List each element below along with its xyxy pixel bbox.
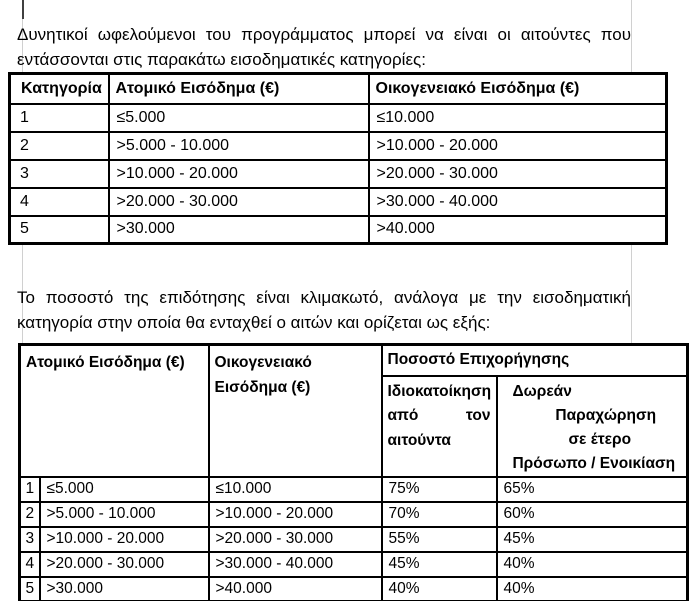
table-row <box>20 502 688 527</box>
cell-personal-income[interactable]: >30.000 <box>109 216 369 244</box>
cell-category[interactable]: 3 <box>20 527 40 552</box>
table-row <box>20 477 688 502</box>
cell-personal-income[interactable]: >10.000 - 20.000 <box>109 160 369 188</box>
table-row <box>10 188 667 216</box>
table-row <box>20 552 688 577</box>
cell-grant-rental-rate[interactable]: 45% <box>497 527 688 552</box>
table-header-row <box>20 345 688 376</box>
cell-own-occupancy-rate[interactable]: 45% <box>382 552 497 577</box>
cell-personal-income[interactable]: >20.000 - 30.000 <box>40 552 209 577</box>
intro-paragraph[interactable] <box>17 22 631 72</box>
header-subsidy-percentage[interactable]: Ποσοστό Επιχορήγησης <box>382 345 688 376</box>
cell-category[interactable]: 5 <box>20 577 40 601</box>
header-category[interactable]: Κατηγορία <box>10 74 109 104</box>
cell-personal-income[interactable]: ≤5.000 <box>40 477 209 502</box>
cell-grant-rental-rate[interactable]: 65% <box>497 477 688 502</box>
cell-own-occupancy-rate[interactable]: 75% <box>382 477 497 502</box>
cell-category[interactable]: 2 <box>20 502 40 527</box>
header-line: Πρόσωπο / Ενοικίαση <box>512 454 676 472</box>
cell-own-occupancy-rate[interactable]: 40% <box>382 577 497 601</box>
header-family-income[interactable] <box>209 345 382 477</box>
header-family-income[interactable]: Οικογενειακό Εισόδημα (€) <box>369 74 667 104</box>
header-personal-income[interactable]: Ατομικό Εισόδημα (€) <box>20 345 209 477</box>
table-row <box>10 104 667 132</box>
table-header-row <box>10 74 667 104</box>
cell-category[interactable]: 2 <box>10 132 109 160</box>
cell-personal-income[interactable]: >30.000 <box>40 577 209 601</box>
header-free-grant-rental[interactable] <box>497 376 688 477</box>
table-row <box>10 160 667 188</box>
header-line: από τον <box>387 407 491 424</box>
cell-grant-rental-rate[interactable]: 60% <box>497 502 688 527</box>
cell-category[interactable]: 3 <box>10 160 109 188</box>
header-personal-income[interactable]: Ατομικό Εισόδημα (€) <box>109 74 369 104</box>
table-row <box>10 216 667 244</box>
cell-own-occupancy-rate[interactable]: 70% <box>382 502 497 527</box>
header-line: αιτούντα <box>387 431 451 449</box>
paragraph-line: κατηγορία στην οποία θα ενταχθεί ο αιτών και ορίζεται ως εξής: <box>17 313 491 332</box>
table-row <box>20 527 688 552</box>
header-line: Εισόδημα (€) <box>214 379 311 396</box>
cell-family-income[interactable]: >20.000 - 30.000 <box>209 527 382 552</box>
cell-family-income[interactable]: ≤10.000 <box>369 104 667 132</box>
cell-grant-rental-rate[interactable]: 40% <box>497 552 688 577</box>
cell-category[interactable]: 5 <box>10 216 109 244</box>
header-line: Δωρεάν <box>512 382 572 400</box>
cell-family-income[interactable]: >10.000 - 20.000 <box>369 132 667 160</box>
paragraph-line: εντάσσονται στις παρακάτω εισοδηματικές κατηγορίες: <box>17 50 426 69</box>
cell-family-income[interactable]: ≤10.000 <box>209 477 382 502</box>
cell-family-income[interactable]: >30.000 - 40.000 <box>209 552 382 577</box>
cell-category[interactable]: 1 <box>20 477 40 502</box>
text-cursor <box>22 0 24 19</box>
subsidy-percentages-table <box>18 343 689 601</box>
table-row <box>20 577 688 601</box>
header-line: σε έτερο <box>568 430 632 448</box>
cell-personal-income[interactable]: >5.000 - 10.000 <box>109 132 369 160</box>
cell-family-income[interactable]: >40.000 <box>209 577 382 601</box>
income-categories-table <box>8 72 668 245</box>
cell-personal-income[interactable]: >10.000 - 20.000 <box>40 527 209 552</box>
cell-personal-income[interactable]: >5.000 - 10.000 <box>40 502 209 527</box>
cell-family-income[interactable]: >10.000 - 20.000 <box>209 502 382 527</box>
cell-category[interactable]: 1 <box>10 104 109 132</box>
paragraph-line: Δυνητικοί ωφελούμενοι του προγράμματος μπορεί να είναι οι αιτούντες που <box>17 25 631 44</box>
cell-family-income[interactable]: >30.000 - 40.000 <box>369 188 667 216</box>
subsidy-paragraph[interactable] <box>17 285 631 335</box>
cell-family-income[interactable]: >40.000 <box>369 216 667 244</box>
header-own-occupancy[interactable] <box>382 376 497 477</box>
cell-category[interactable]: 4 <box>10 188 109 216</box>
cell-category[interactable]: 4 <box>20 552 40 577</box>
cell-own-occupancy-rate[interactable]: 55% <box>382 527 497 552</box>
cell-family-income[interactable]: >20.000 - 30.000 <box>369 160 667 188</box>
header-line: Παραχώρηση <box>555 406 657 424</box>
cell-personal-income[interactable]: >20.000 - 30.000 <box>109 188 369 216</box>
table-row <box>10 132 667 160</box>
header-line: Ιδιοκατοίκηση <box>387 382 492 400</box>
header-line: Οικογενειακό <box>214 354 312 371</box>
cell-personal-income[interactable]: ≤5.000 <box>109 104 369 132</box>
cell-grant-rental-rate[interactable]: 40% <box>497 577 688 601</box>
paragraph-line: Το ποσοστό της επιδότησης είναι κλιμακωτό, ανάλογα με την εισοδηματική <box>17 288 631 307</box>
